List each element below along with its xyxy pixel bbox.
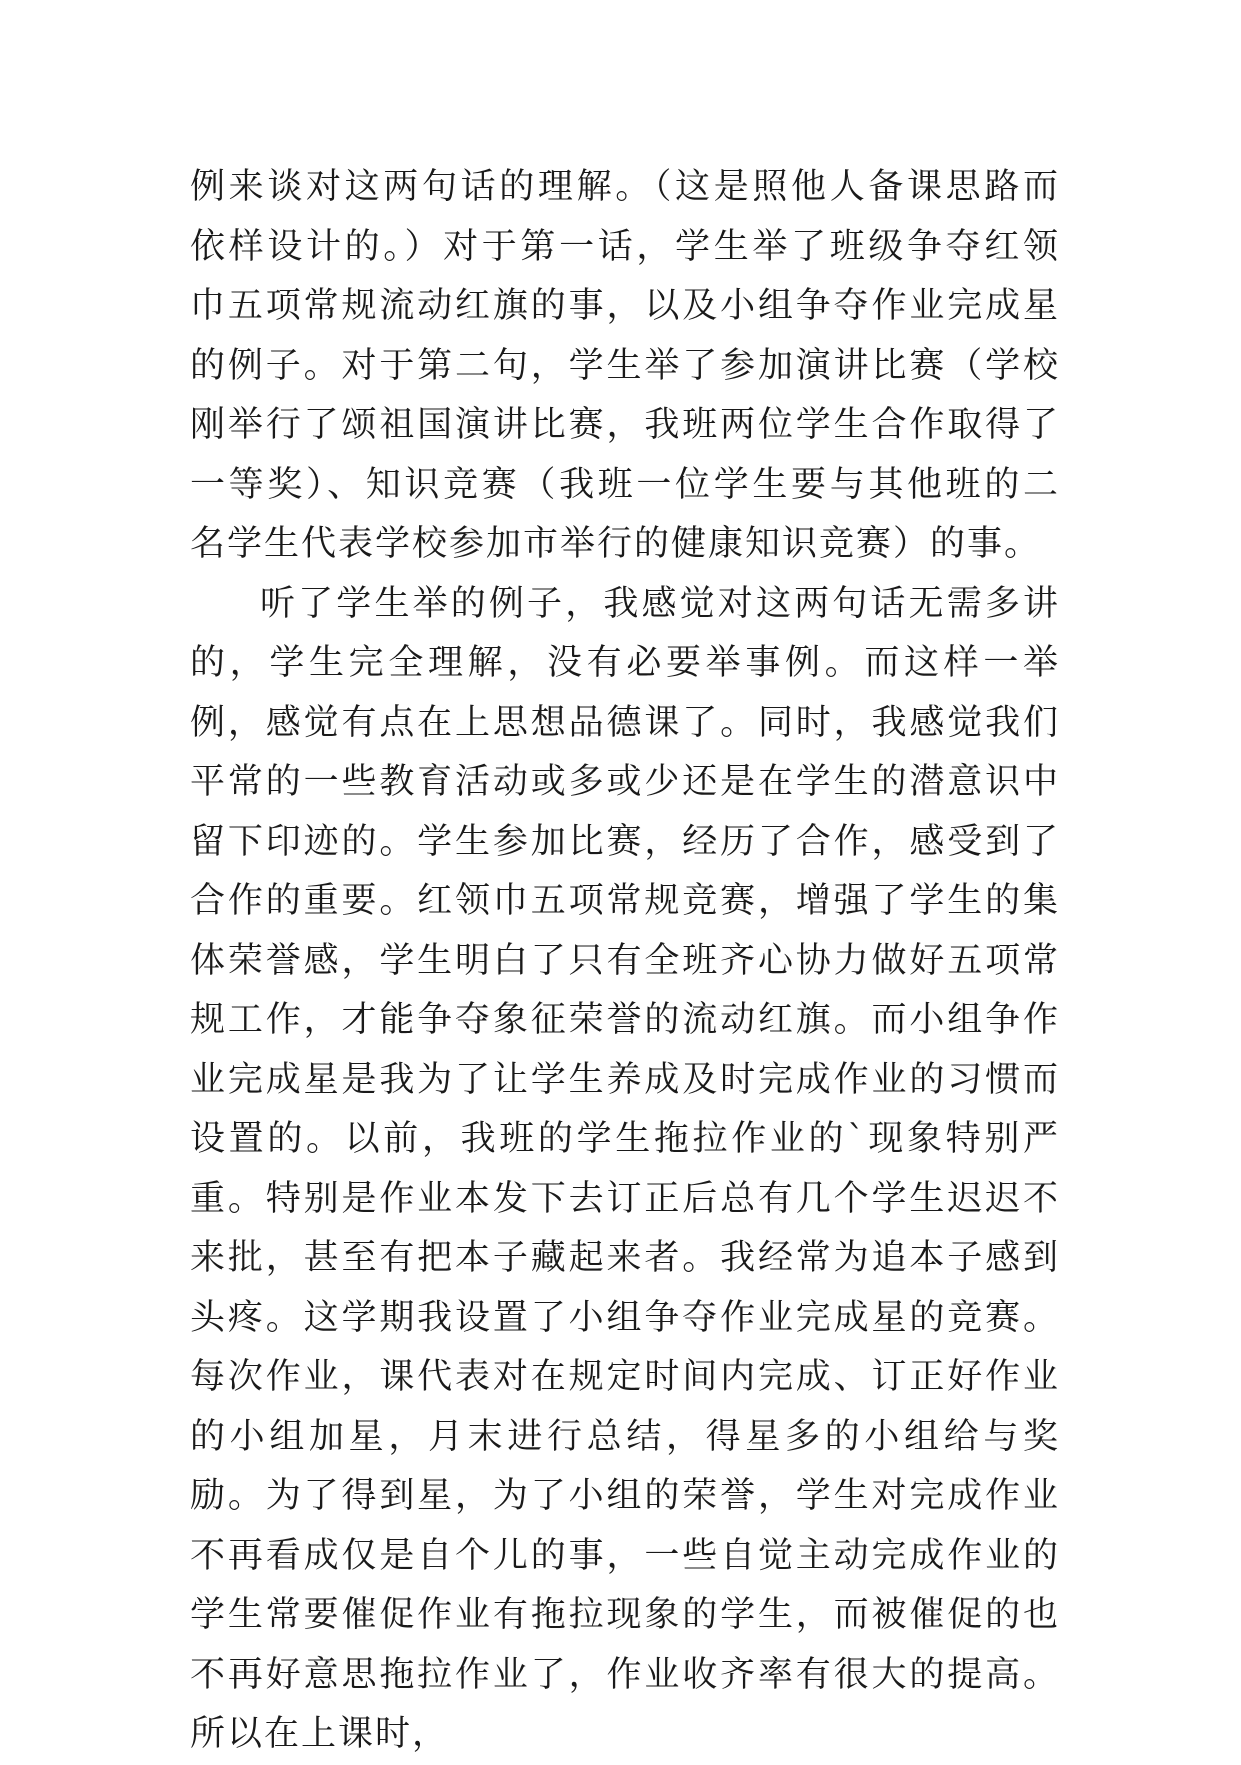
paragraph-2: 听了学生举的例子，我感觉对这两句话无需多讲的，学生完全理解，没有必要举事例。而这样一举例，感觉有点在上思想品德课了。同时，我感觉我们平常的一些教育活动或多或少还是在学生的潜意识中留下印迹的。学生参加比赛，经历了合作，感受到了合作的重要。红领巾五项常规竞赛，增强了学生的集体荣誉感，学生明白了只有全班齐心协力做好五项常规工作，才能争夺象征荣誉的流动红旗。而小组争作业完成星是我为了让学生养成及时完成作业的习惯而设置的。以前，我班的学生拖拉作业的`现象特别严重。特别是作业本发下去订正后总有几个学生迟迟不来批，甚至有把本子藏起来者。我经常为追本子感到头疼。这学期我设置了小组争夺作业完成星的竞赛。每次作业，课代表对在规定时间内完成、订正好作业的小组加星，月末进行总结，得星多的小组给与奖励。为了得到星，为了小组的荣誉，学生对完成作业不再看成仅是自个儿的事，一些自觉主动完成作业的学生常要催促作业有拖拉现象的学生，而被催促的也不再好意思拖拉作业了，作业收齐率有很大的提高。所以在上课时， xyxy=(190,583,1060,1754)
body-text xyxy=(190,158,1060,1765)
paragraph-1: 例来谈对这两句话的理解。（这是照他人备课思路而依样设计的。）对于第一话，学生举了班级争夺红领巾五项常规流动红旗的事，以及小组争夺作业完成星的例子。对于第二句，学生举了参加演讲比赛（学校刚举行了颂祖国演讲比赛，我班两位学生合作取得了一等奖）、知识竞赛（我班一位学生要与其他班的二名学生代表学校参加市举行的健康知识竞赛）的事。 xyxy=(190,167,1060,564)
